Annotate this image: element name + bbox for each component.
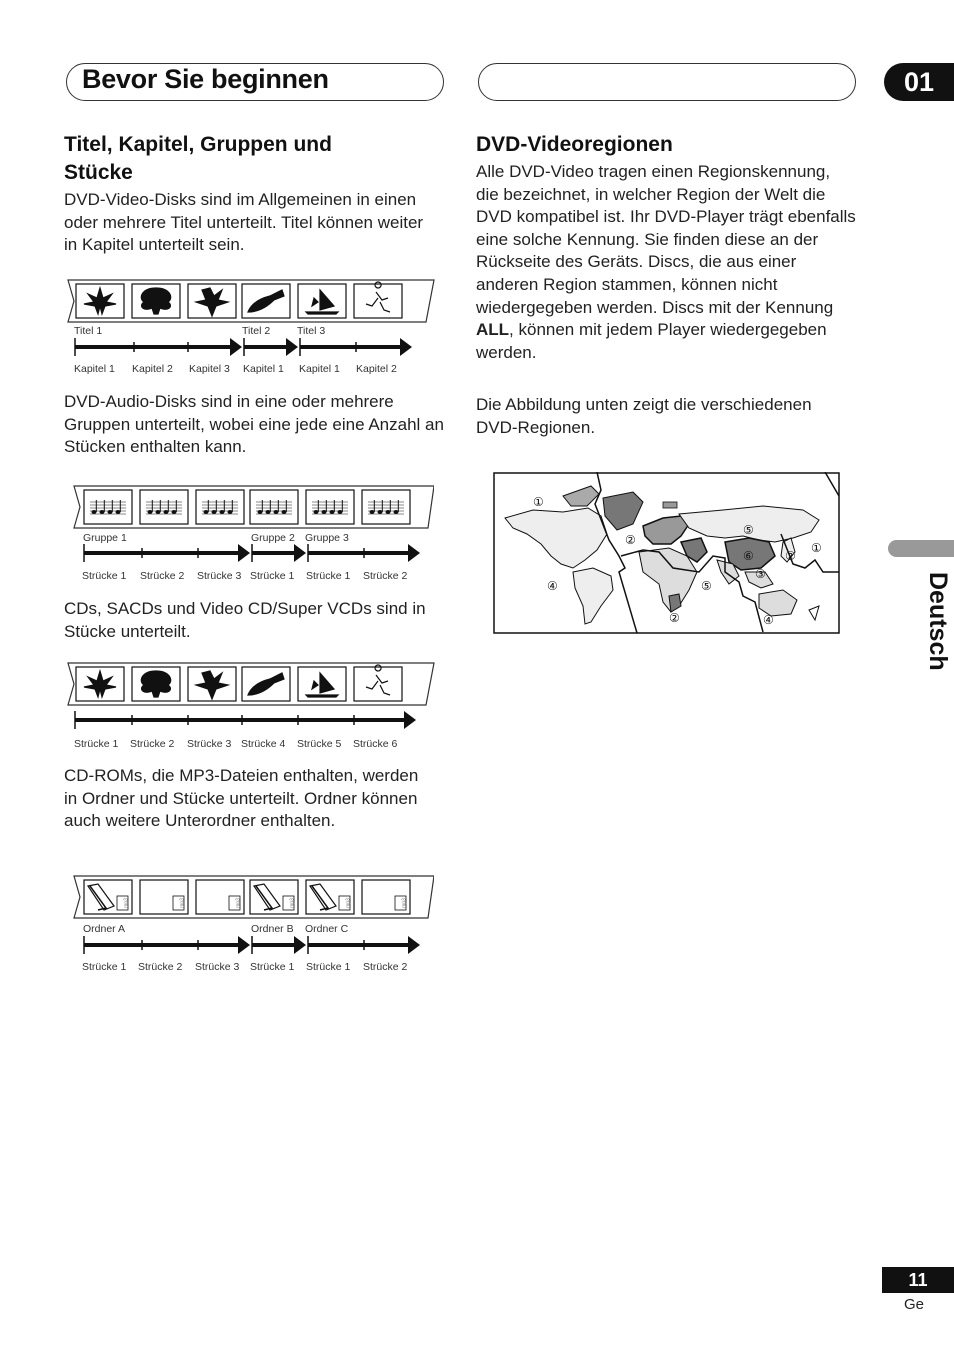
track-label: Strücke 2 [363,961,408,973]
music-note-icon [196,490,244,524]
all-code: ALL [476,320,510,340]
music-note-icon [84,490,132,524]
track-label: Strücke 1 [250,961,295,973]
region-number: ④ [547,579,558,593]
cdrom-structure-diagram [72,874,434,978]
track-label: Strücke 1 [250,570,295,582]
toucan-bird-icon [242,284,290,318]
group-label: Gruppe 1 [83,532,127,544]
mp3-file-icon [362,880,410,914]
music-note-icon [140,490,188,524]
section-heading-titles: Titel, Kapitel, Gruppen und Stücke [64,133,332,184]
track-label: Strücke 1 [74,738,119,750]
skater-icon [354,665,402,701]
dvd-video-structure-diagram [64,278,436,382]
group-label: Gruppe 2 [251,532,295,544]
track-label: Strücke 5 [297,738,342,750]
mp3-tag: mp3 [179,898,186,908]
regions-text-1: Alle DVD-Video tragen einen Regionskennung, die bezeichnet, in welcher Region der Welt die DVD kompatibel ist. Ihr DVD-Player trägt ebenfalls eine solche Kennung. Sie finden diese an der Rückseite des Geräts. Discs, die aus einer anderen Region stammen, können nicht wiedergegeben werden. Discs mit der Kennung [476,162,856,317]
tree-icon [132,284,180,318]
skater-icon [354,282,402,318]
page-language-code: Ge [904,1296,925,1313]
regions-paragraph [476,161,856,364]
cannabis-leaf-icon [76,284,124,318]
track-label: Strücke 2 [363,570,408,582]
chapter-label: Kapitel 1 [243,363,284,375]
music-note-icon [306,490,354,524]
track-label: Strücke 2 [140,570,185,582]
title-label: Titel 3 [297,325,326,337]
lily-flower-icon [188,667,236,701]
track-label: Strücke 1 [82,961,127,973]
header-empty-frame [478,63,856,101]
region-number: ① [533,495,544,509]
region-number: ④ [763,613,774,627]
language-label [888,560,954,680]
language-text: Deutsch [924,572,952,671]
track-label: Strücke 1 [82,570,127,582]
arrow-head [230,338,242,356]
chapter-label: Kapitel 1 [74,363,115,375]
region-number: ③ [755,567,766,581]
track-label: Strücke 3 [187,738,232,750]
folder-label: Ordner B [251,923,294,935]
intro-paragraph: DVD-Video-Disks sind im Allgemeinen in einen oder mehrere Titel unterteilt. Titel können weiter in Kapitel unterteilt sein. [64,190,424,255]
tree-icon [132,667,180,701]
folder-icon [306,880,354,914]
chapter-label: Kapitel 3 [189,363,230,375]
mp3-tag: mp3 [235,898,242,908]
windsurfer-icon [298,284,346,318]
mp3-tag: mp3 [401,898,408,908]
cannabis-leaf-icon [76,667,124,701]
track-label: Strücke 1 [306,570,351,582]
folder-icon [84,880,132,914]
track-label: Strücke 6 [353,738,398,750]
dvd-audio-structure-diagram [72,484,434,588]
region-number: ② [785,549,796,563]
mp3-file-icon [140,880,188,914]
audio-paragraph: DVD-Audio-Disks sind in eine oder mehrere Gruppen unterteilt, wobei eine jede eine Anzahl an Stücken enthalten kann. [64,392,444,457]
folder-label: Ordner A [83,923,126,935]
chapter-label: Kapitel 1 [299,363,340,375]
regions-text-2: , können mit jedem Player wiedergegeben werden. [476,320,827,362]
track-label: Strücke 1 [306,961,351,973]
region-world-map [493,472,840,634]
region-number: ② [625,533,636,547]
windsurfer-icon [298,667,346,701]
mp3-tag: mp3 [345,898,352,908]
music-note-icon [362,490,410,524]
mp3-tag: mp3 [123,898,130,908]
lily-flower-icon [188,284,236,318]
track-label: Strücke 2 [130,738,175,750]
track-label: Strücke 4 [241,738,286,750]
region-number: ⑤ [701,579,712,593]
region-number: ⑥ [743,549,754,563]
cd-paragraph: CDs, SACDs und Video CD/Super VCDs sind in Stücke unterteilt. [64,599,426,641]
section-heading-regions: DVD-Videoregionen [476,133,673,156]
title-label: Titel 2 [242,325,271,337]
track-label: Strücke 3 [197,570,242,582]
folder-icon [250,880,298,914]
folder-label: Ordner C [305,923,349,935]
region-number: ① [811,541,822,555]
toucan-bird-icon [242,667,290,701]
region-number: ② [669,611,680,625]
page-title: Bevor Sie beginnen [82,64,329,94]
page-number: 11 [882,1267,954,1293]
cd-structure-diagram [64,661,436,753]
chapter-number: 01 [884,63,954,101]
title-label: Titel 1 [74,325,103,337]
cdrom-paragraph: CD-ROMs, die MP3-Dateien enthalten, werden in Ordner und Stücke unterteilt. Ordner können auch weitere Unterordner enthalten. [64,766,419,831]
track-label: Strücke 2 [138,961,183,973]
region-number: ⑤ [743,523,754,537]
map-caption: Die Abbildung unten zeigt die verschiedenen DVD-Regionen. [476,395,812,437]
group-label: Gruppe 3 [305,532,349,544]
mp3-tag: mp3 [289,898,296,908]
language-tab [888,540,954,557]
chapter-label: Kapitel 2 [132,363,173,375]
music-note-icon [250,490,298,524]
chapter-label: Kapitel 2 [356,363,397,375]
track-label: Strücke 3 [195,961,240,973]
mp3-file-icon [196,880,244,914]
